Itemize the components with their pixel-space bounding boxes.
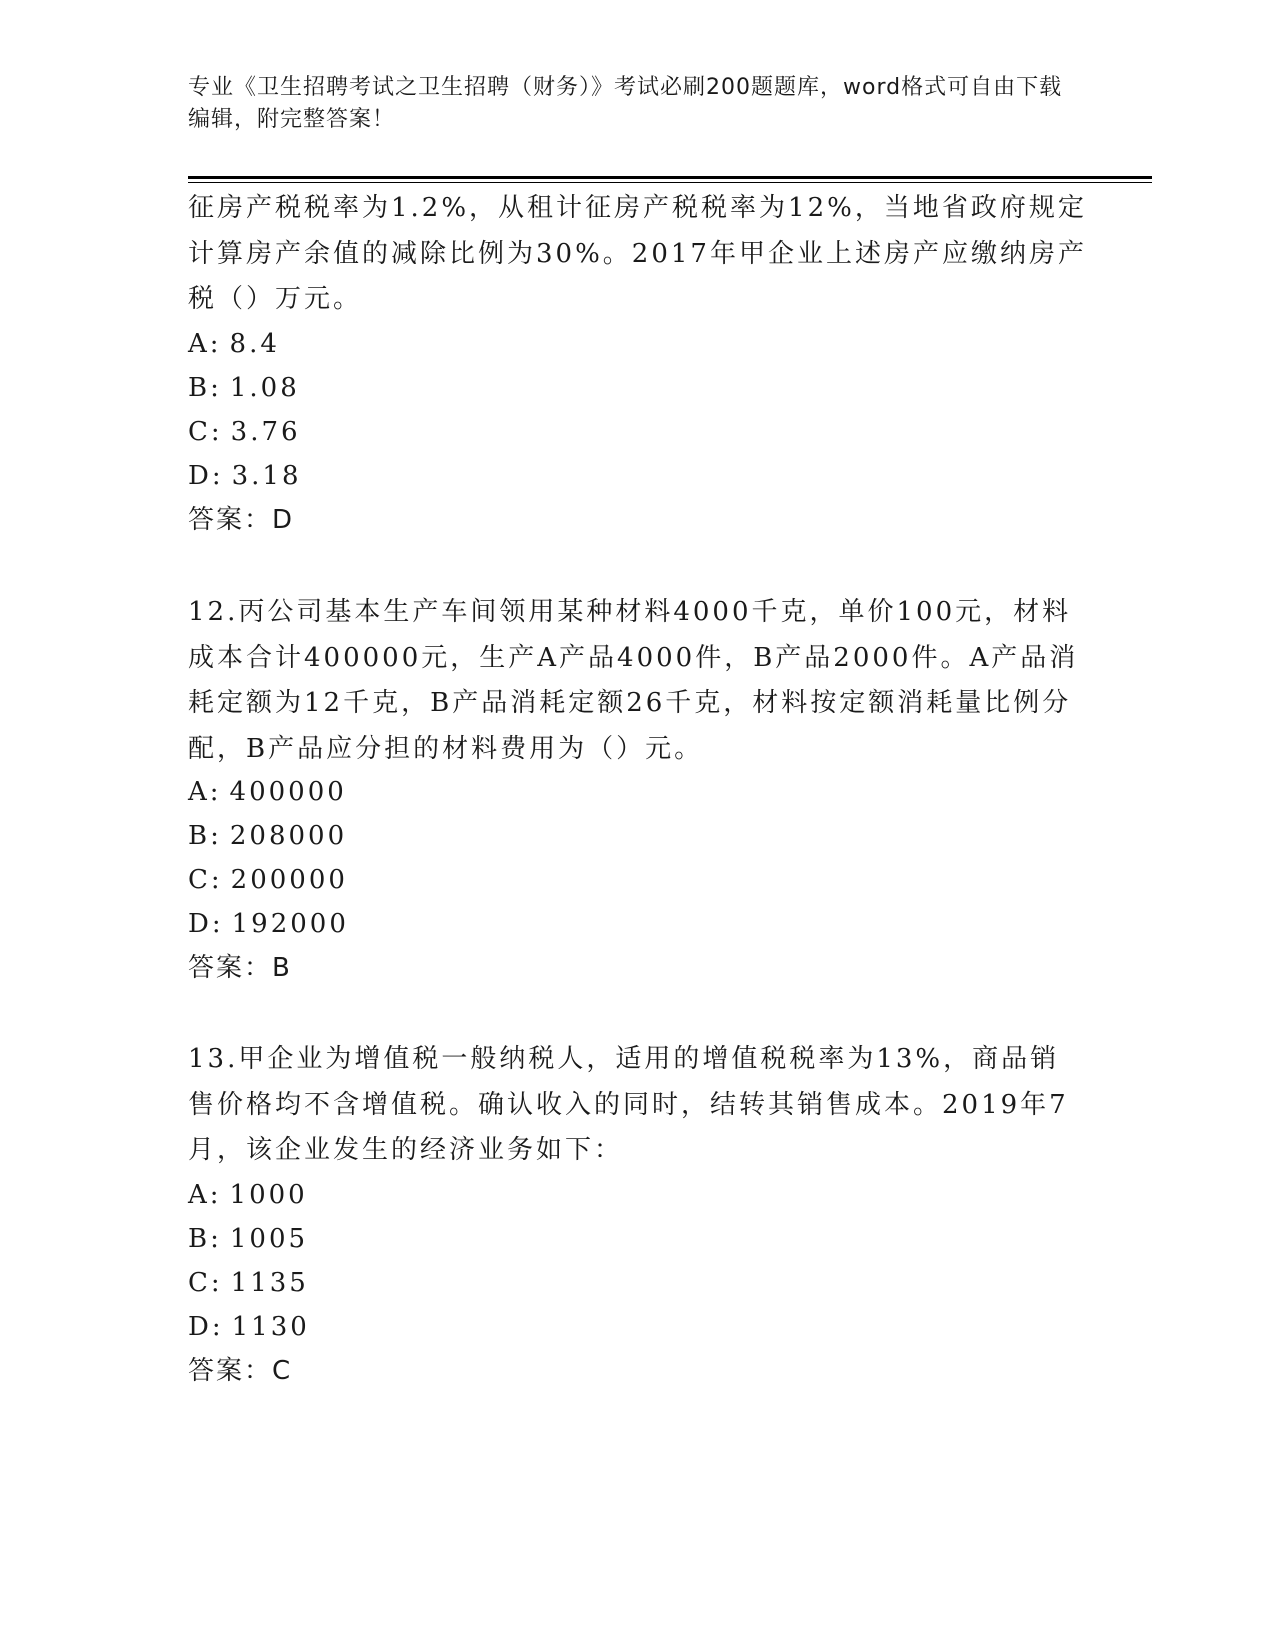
option-value: 200000	[230, 865, 348, 895]
option-value: 208000	[229, 821, 348, 851]
option-letter: D:	[188, 909, 224, 939]
option-c	[188, 1261, 309, 1306]
option-value: 400000	[229, 777, 347, 807]
option-letter: D:	[188, 461, 224, 491]
option-letter: B:	[188, 1224, 222, 1254]
answer-line: 答案：C	[188, 1356, 293, 1386]
option-value: 3.76	[230, 417, 301, 447]
option-value: 3.18	[231, 461, 302, 491]
option-value: 1130	[231, 1312, 310, 1342]
option-value: 192000	[231, 909, 349, 939]
answer-line: 答案：D	[188, 505, 295, 535]
option-letter: C:	[188, 417, 223, 447]
option-letter: A:	[188, 329, 222, 359]
option-letter: D:	[188, 1312, 224, 1342]
question-stem: 12.丙公司基本生产车间领用某种材料4000千克，单价100元，材料成本合计400000元，生产A产品4000件，B产品2000件。A产品消耗定额为12千克，B产品消耗定额26千克，材料按定额消耗量比例分配，B产品应分担的材料费用为（）元。	[188, 597, 1079, 764]
option-letter: A:	[188, 1180, 222, 1210]
option-letter: C:	[188, 1268, 223, 1298]
option-value: 1005	[229, 1224, 309, 1254]
header-rule-thin	[188, 182, 1152, 183]
option-value: 1135	[230, 1268, 309, 1298]
option-value: 1.08	[229, 373, 300, 403]
option-c	[188, 858, 348, 903]
question-stem: 13.甲企业为增值税一般纳税人，适用的增值税税率为13%，商品销售价格均不含增值税。确认收入的同时，结转其销售成本。2019年7月，该企业发生的经济业务如下：	[188, 1044, 1069, 1165]
option-b	[188, 1217, 308, 1262]
option-b	[188, 366, 300, 411]
option-letter: C:	[188, 865, 223, 895]
option-d	[188, 902, 349, 947]
option-d	[188, 454, 302, 499]
option-letter: B:	[188, 373, 222, 403]
header-rule-thick	[188, 176, 1152, 179]
option-value: 1000	[229, 1180, 308, 1210]
option-value: 8.4	[229, 329, 280, 359]
option-a	[188, 770, 347, 815]
option-letter: B:	[188, 821, 222, 851]
option-a	[188, 1173, 308, 1218]
option-b	[188, 814, 347, 859]
document-header: 专业《卫生招聘考试之卫生招聘（财务）》考试必刷200题题库，word格式可自由下载编辑，附完整答案！	[188, 75, 1063, 132]
option-letter: A:	[188, 777, 222, 807]
option-c	[188, 410, 301, 455]
option-a	[188, 322, 280, 367]
answer-line: 答案：B	[188, 953, 292, 983]
question-stem: 征房产税税率为1.2%，从租计征房产税税率为12%，当地省政府规定计算房产余值的减除比例为30%。2017年甲企业上述房产应缴纳房产税（）万元。	[188, 193, 1087, 314]
option-d	[188, 1305, 310, 1350]
